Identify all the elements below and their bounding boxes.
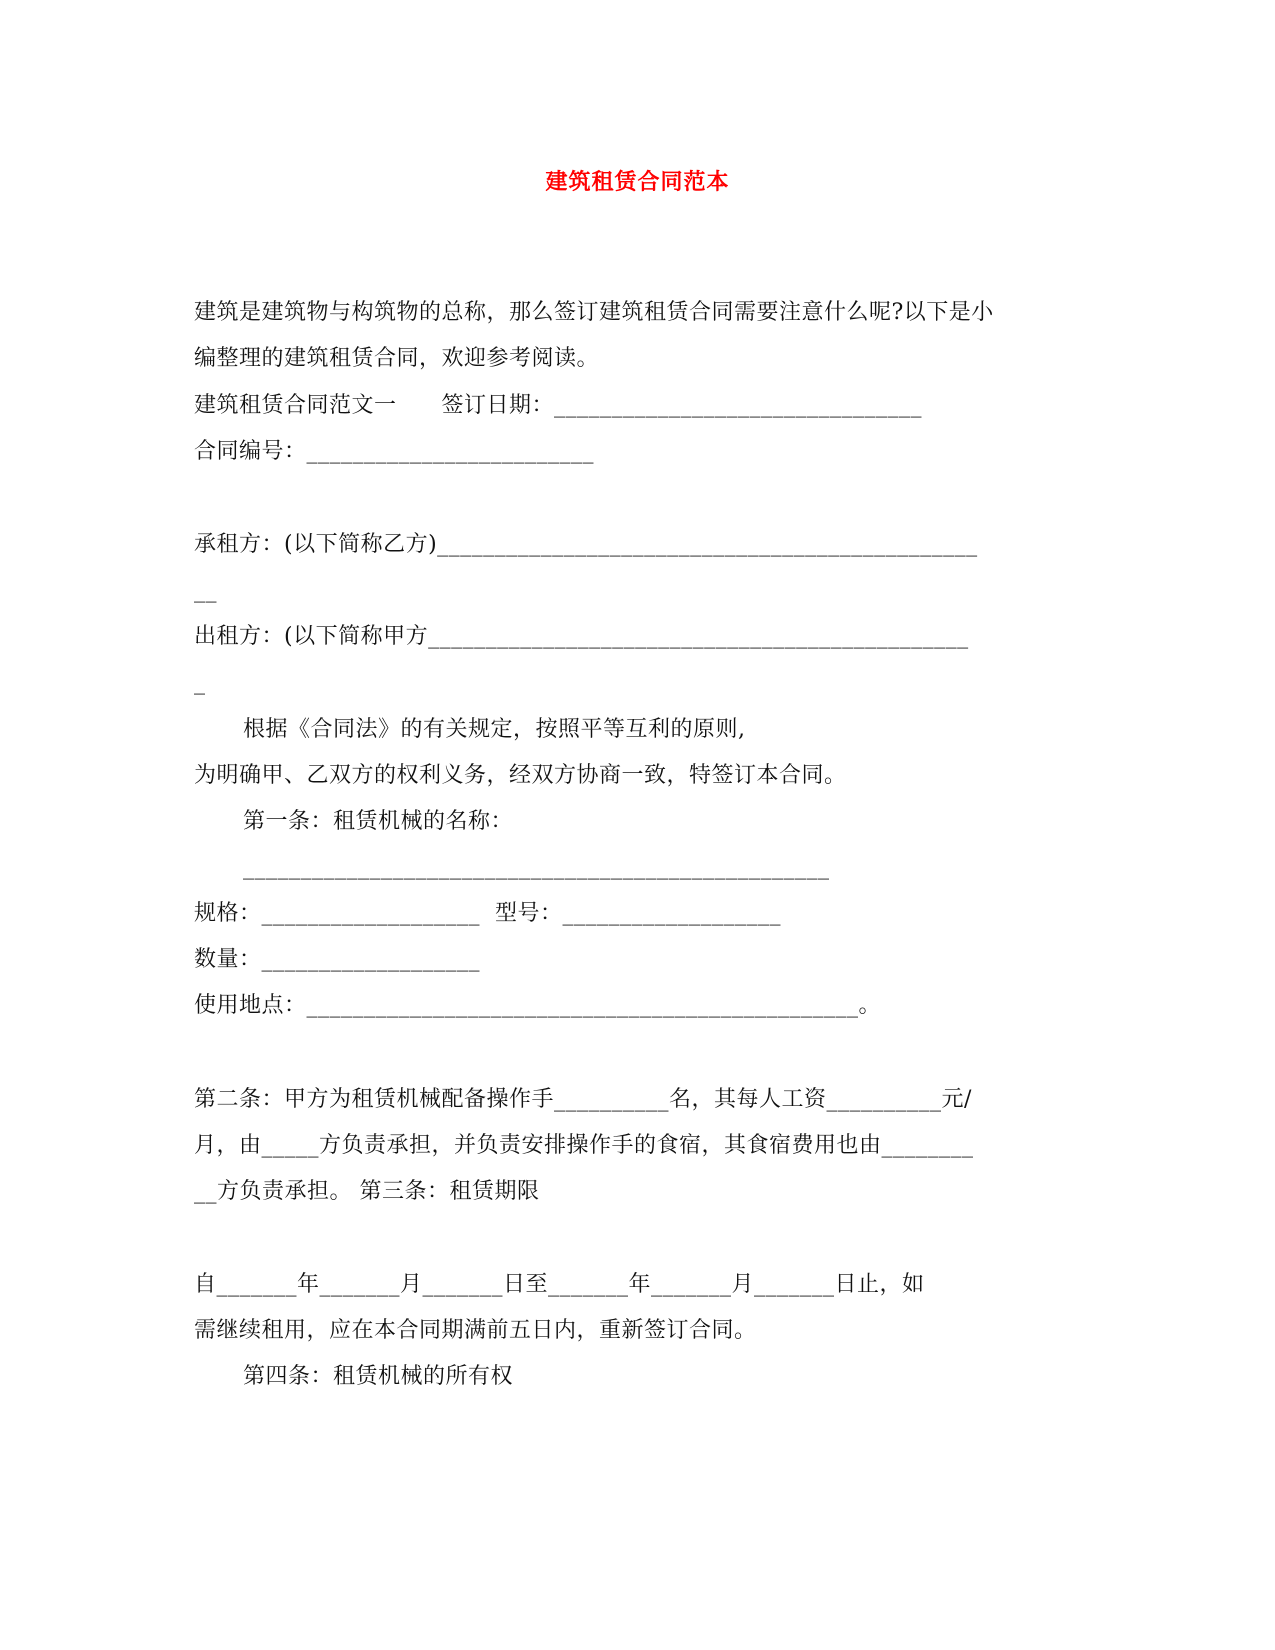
lessor-line: 出租方：(以下简称甲方_______________________________________________ [194, 624, 969, 649]
preamble-line-1: 根据《合同法》的有关规定，按照平等互利的原则, [243, 717, 746, 742]
article-1-heading: 第一条：租赁机械的名称： [243, 809, 514, 834]
lease-period-line-1: 自_______年_______月_______日至_______年_______月_______日止，如 [194, 1272, 925, 1297]
quantity-line: 数量：___________________ [194, 947, 481, 972]
spec-model-line: 规格：___________________ 型号：___________________ [194, 901, 781, 926]
sample-heading-sign-date: 建筑租赁合同范文一 签订日期：________________________________ [194, 393, 923, 418]
location-line: 使用地点：________________________________________________。 [194, 993, 882, 1018]
preamble-line-2: 为明确甲、乙双方的权利义务，经双方协商一致，特签订本合同。 [194, 763, 847, 788]
intro-line-2: 编整理的建筑租赁合同，欢迎参考阅读。 [194, 346, 600, 371]
lease-period-line-2: 需继续租用，应在本合同期满前五日内，重新签订合同。 [194, 1318, 757, 1343]
article-2-line-2: 月，由_____方负责承担，并负责安排操作手的食宿，其食宿费用也由________ [194, 1133, 974, 1158]
contract-number: 合同编号：_________________________ [194, 439, 595, 464]
machine-name-blank: ___________________________________________________ [243, 855, 830, 880]
intro-line-1: 建筑是建筑物与构筑物的总称，那么签订建筑租赁合同需要注意什么呢?以下是小 [194, 300, 994, 325]
lessee-line: 承租方：(以下简称乙方)_______________________________________________ [194, 532, 978, 557]
lessee-line-cont: __ [194, 578, 217, 603]
article-2-line-3: __方负责承担。 第三条：租赁期限 [194, 1179, 540, 1204]
article-2-line-1: 第二条：甲方为租赁机械配备操作手__________名，其每人工资__________元/ [194, 1087, 972, 1112]
lessor-line-cont: _ [194, 670, 206, 695]
article-4-heading: 第四条：租赁机械的所有权 [243, 1364, 514, 1389]
document-title: 建筑租赁合同范本 [545, 170, 730, 195]
